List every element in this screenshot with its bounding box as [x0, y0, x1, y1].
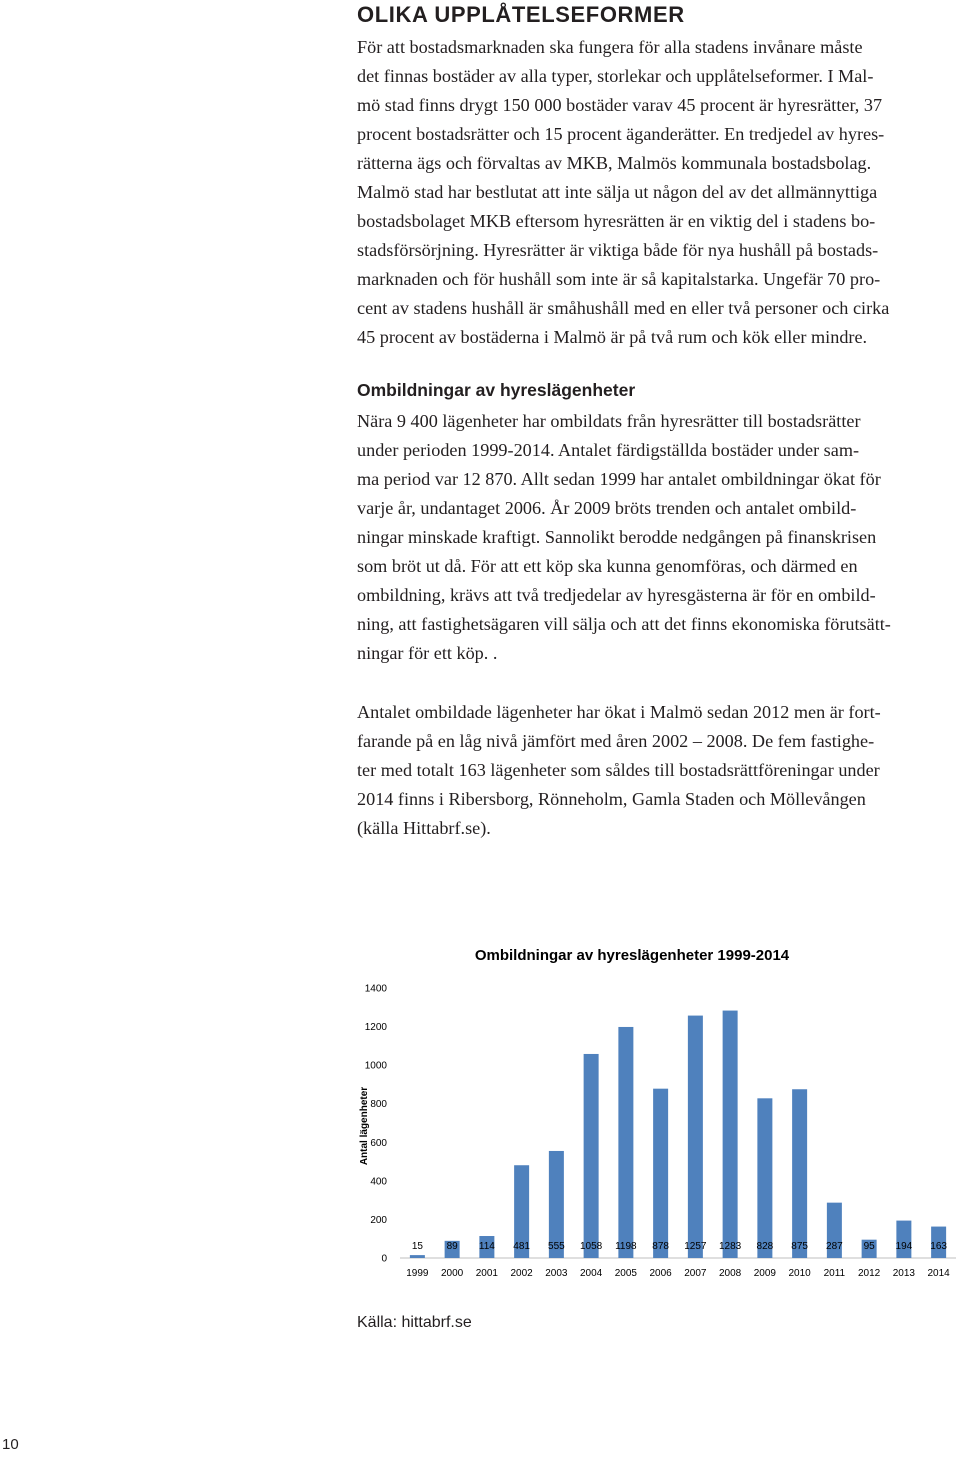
data-label: 89	[446, 1241, 458, 1252]
x-tick-label: 2010	[788, 1268, 811, 1279]
x-tick-label: 2013	[892, 1268, 915, 1279]
paragraph-line: ningar minskade kraftigt. Sannolikt berodde nedgången på finanskrisen	[357, 527, 877, 547]
chart-title: Ombildningar av hyreslägenheter 1999-2014	[474, 947, 790, 964]
data-label: 1283	[719, 1241, 742, 1252]
x-tick-label: 2000	[441, 1268, 464, 1279]
page-number: 10	[2, 1436, 19, 1453]
bar	[618, 1027, 633, 1258]
x-tick-label: 2014	[927, 1268, 950, 1279]
data-label: 1058	[580, 1241, 603, 1252]
x-tick-label: 2005	[614, 1268, 637, 1279]
paragraph-line: ombildning, krävs att två tredjedelar av hyresgästerna är för en ombild-	[357, 585, 876, 605]
paragraph-line: mö stad finns drygt 150 000 bostäder varav 45 procent är hyresrätter, 37	[357, 95, 883, 115]
x-tick-label: 2011	[823, 1268, 846, 1279]
y-tick-label: 1000	[364, 1060, 387, 1072]
bar	[688, 1016, 703, 1258]
recent-trend-paragraph	[357, 698, 953, 843]
x-tick-label: 2008	[719, 1268, 742, 1279]
data-label: 114	[478, 1241, 495, 1252]
data-label: 95	[863, 1241, 875, 1252]
paragraph-line: ma period var 12 870. Allt sedan 1999 har antalet ombildningar ökat för	[357, 469, 881, 489]
paragraph-line: som bröt ut då. För att ett köp ska kunna genomföras, och därmed en	[357, 556, 858, 576]
x-tick-label: 1999	[406, 1268, 429, 1279]
paragraph-line: Nära 9 400 lägenheter har ombildats från hyresrätter till bostadsrätter	[357, 411, 861, 431]
data-label: 15	[411, 1241, 423, 1252]
paragraph-line: bostadsbolaget MKB eftersom hyresrätten är en viktig del i stadens bo-	[357, 211, 876, 231]
x-tick-label: 2003	[545, 1268, 568, 1279]
paragraph-line: rätterna ägs och förvaltas av MKB, Malmös kommunala bostadsbolag.	[357, 153, 872, 173]
y-tick-label: 1200	[364, 1022, 387, 1034]
y-tick-label: 200	[370, 1214, 387, 1226]
paragraph-line: Malmö stad har bestlutat att inte sälja ut någon del av det allmännyttiga	[357, 182, 878, 202]
data-label: 287	[826, 1241, 843, 1252]
bar-series	[410, 1011, 946, 1258]
bar	[757, 1098, 772, 1258]
data-label: 1257	[684, 1241, 707, 1252]
data-label: 828	[756, 1241, 774, 1252]
paragraph-line: ningar för ett köp. .	[357, 643, 498, 663]
x-tick-label: 2001	[475, 1268, 498, 1279]
paragraph-line: cent av stadens hushåll är småhushåll med en eller två personer och cirka	[357, 298, 890, 318]
y-tick-label: 1400	[364, 983, 387, 995]
paragraph-line: varje år, undantaget 2006. År 2009 bröts trenden och antalet ombild-	[357, 498, 857, 518]
subsection-heading: Ombildningar av hyreslägenheter	[357, 380, 636, 400]
x-tick-label: 2012	[858, 1268, 881, 1279]
paragraph-line: under perioden 1999-2014. Antalet färdigställda bostäder under sam-	[357, 440, 860, 460]
paragraph-line: det finnas bostäder av alla typer, storlekar och upplåtelseformer. I Mal-	[357, 66, 874, 86]
bar	[792, 1089, 807, 1258]
paragraph-line: marknaden och för hushåll som inte är så kapitalstarka. Ungefär 70 pro-	[357, 269, 881, 289]
paragraph-line: 45 procent av bostäderna i Malmö är på två rum och kök eller mindre.	[357, 327, 868, 347]
paragraph-line: ning, att fastighetsägaren vill sälja och att det finns ekonomiska förutsätt-	[357, 614, 891, 634]
y-tick-label: 400	[370, 1176, 387, 1188]
bar	[896, 1221, 911, 1258]
data-label: 878	[652, 1241, 669, 1252]
y-tick-label: 600	[370, 1137, 387, 1149]
paragraph-line: farande på en låg nivå jämfört med åren 2002 – 2008. De fem fastighe-	[357, 731, 875, 751]
paragraph-line: 2014 finns i Ribersborg, Rönneholm, Gamla Staden och Möllevången	[357, 789, 866, 809]
data-label: 555	[548, 1241, 565, 1252]
data-label: 481	[513, 1241, 530, 1252]
bar	[653, 1089, 668, 1258]
source-note: Källa: hittabrf.se	[357, 1314, 472, 1331]
intro-paragraph	[357, 33, 953, 352]
bar	[723, 1011, 738, 1258]
paragraph-line: Antalet ombildade lägenheter har ökat i Malmö sedan 2012 men är fort-	[357, 702, 881, 722]
paragraph-line: För att bostadsmarknaden ska fungera för alla stadens invånare måste	[357, 37, 863, 57]
y-tick-label: 800	[370, 1099, 387, 1111]
section-title: OLIKA UPPLÅTELSEFORMER	[357, 2, 685, 27]
bar	[410, 1255, 425, 1258]
conversion-bar-chart	[340, 935, 960, 1305]
x-tick-label: 2004	[580, 1268, 603, 1279]
bar	[584, 1054, 599, 1258]
data-label: 875	[791, 1241, 808, 1252]
x-tick-label: 2002	[510, 1268, 533, 1279]
paragraph-line: ter med totalt 163 lägenheter som såldes till bostadsrättföreningar under	[357, 760, 880, 780]
x-tick-label: 2006	[649, 1268, 672, 1279]
data-labels	[412, 1241, 948, 1252]
x-tick-label: 2007	[684, 1268, 707, 1279]
paragraph-line: stadsförsörjning. Hyresrätter är viktiga både för nya hushåll på bostads-	[357, 240, 879, 260]
paragraph-line: procent bostadsrätter och 15 procent äganderätter. En tredjedel av hyres-	[357, 124, 885, 144]
conversion-paragraph	[357, 407, 953, 668]
x-tick-labels	[406, 1268, 950, 1279]
paragraph-line: (källa Hittabrf.se).	[357, 818, 491, 838]
y-axis-label: Antal lägenheter	[359, 1086, 370, 1166]
y-tick-label: 0	[381, 1253, 387, 1265]
data-label: 194	[895, 1241, 913, 1252]
x-tick-label: 2009	[753, 1268, 776, 1279]
data-label: 1198	[615, 1241, 637, 1252]
data-label: 163	[930, 1241, 947, 1252]
